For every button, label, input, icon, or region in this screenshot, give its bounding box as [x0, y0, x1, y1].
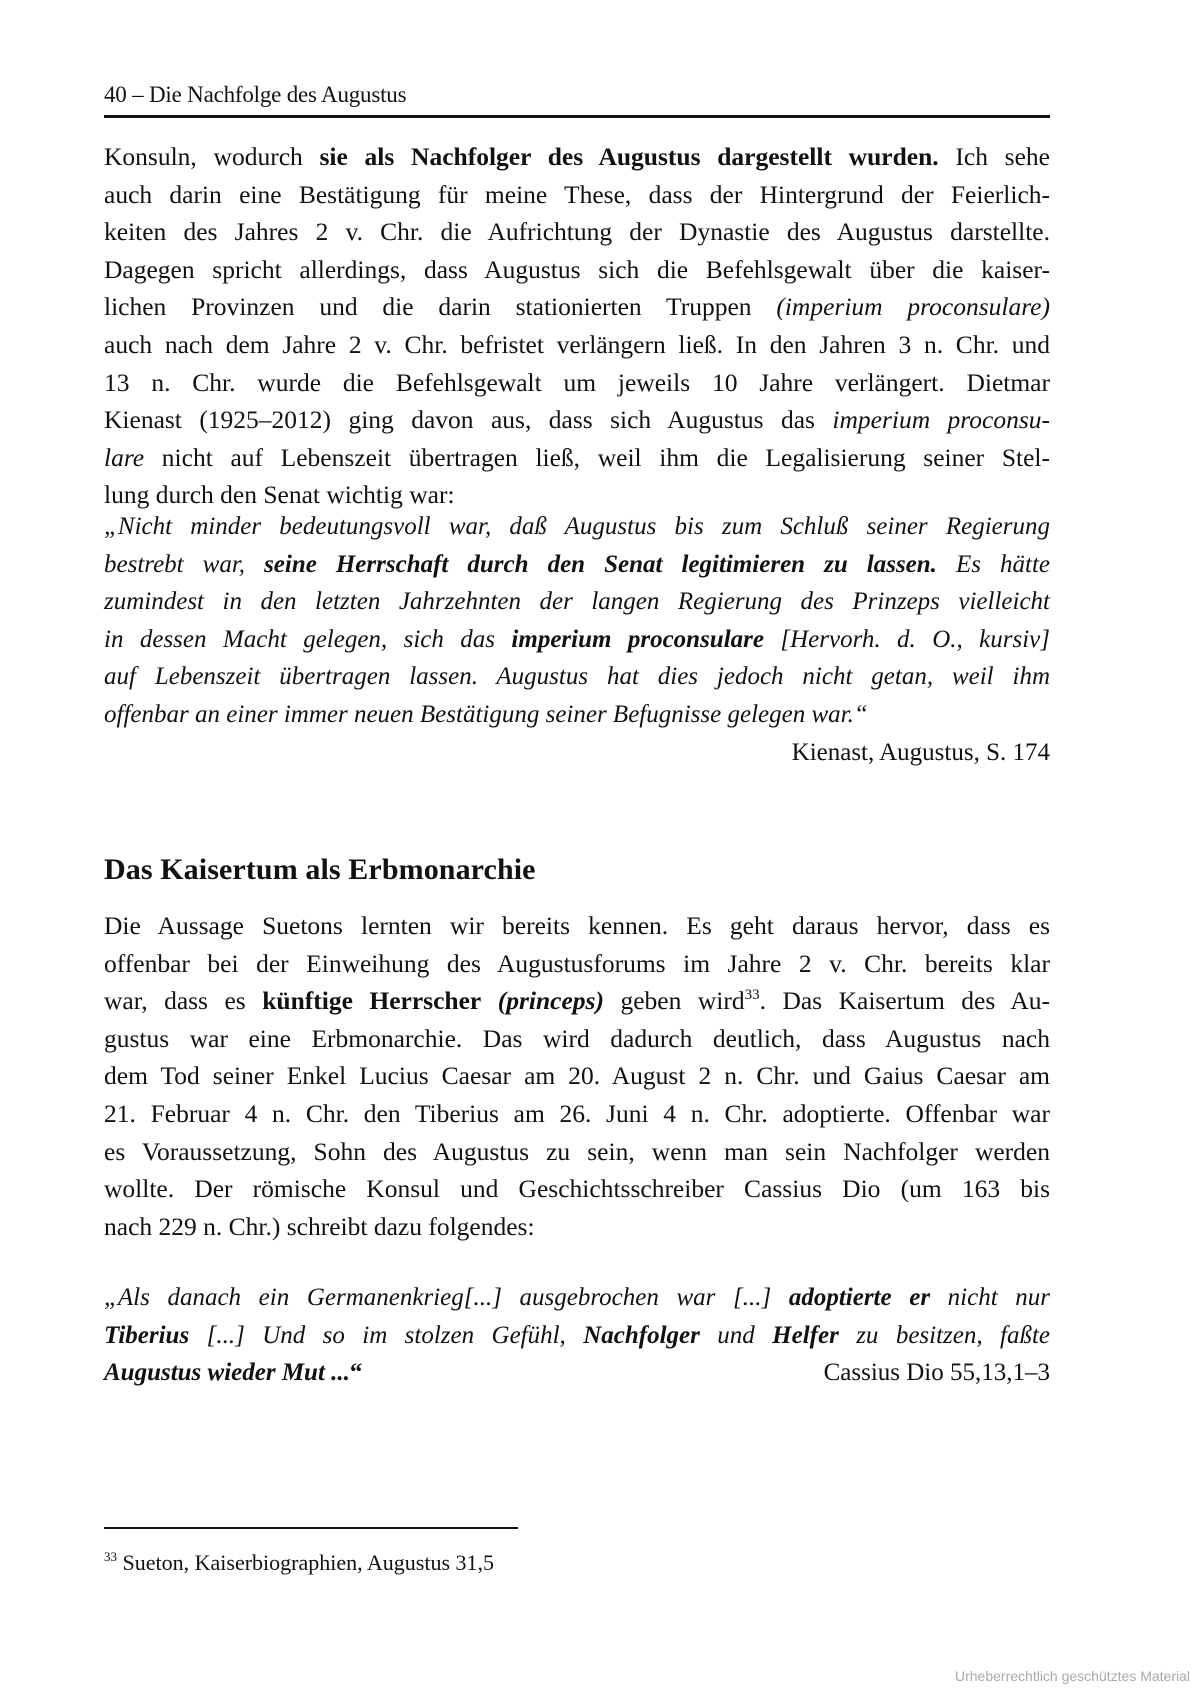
text-run: „Nicht minder bedeutungsvoll war, daß Augustus bis zum Schluß seiner Regierung	[104, 513, 1050, 540]
paragraph-1	[104, 138, 1050, 514]
text-run: (imperium proconsulare)	[776, 292, 1050, 322]
text-run: [Hervorh. d. O., kursiv]	[763, 625, 1050, 653]
quote-last-text	[104, 1354, 362, 1392]
text-run: und	[699, 1321, 773, 1349]
text-run: war, dass es	[104, 986, 263, 1016]
text-run	[481, 986, 498, 1015]
quote-kienast-body	[104, 508, 1050, 734]
text-line	[104, 1020, 1050, 1058]
text-run: auch nach dem Jahre 2 v. Chr. befristet verlängern ließ. In den Jahren 3 n. Chr. und	[104, 329, 1050, 359]
text-run: Augustus wieder Mut ...	[104, 1359, 350, 1387]
text-run: zu besitzen, faßte	[838, 1321, 1050, 1349]
text-line	[104, 907, 1050, 945]
text-run: 13 n. Chr. wurde die Befehlsgewalt um jeweils 10 Jahre verlängert. Dietmar	[104, 367, 1050, 397]
text-run: sie als Nachfolger des Augustus dargestellt wurden.	[319, 142, 939, 171]
text-run: imperium proconsulare	[511, 625, 764, 653]
text-line	[104, 508, 1050, 546]
text-run: (princeps)	[497, 986, 604, 1016]
text-run: keiten des Jahres 2 v. Chr. die Aufrichtung der Dynastie des Augustus darstellte.	[104, 217, 1050, 247]
text-run: Ich sehe	[938, 142, 1050, 171]
footnote-rule	[104, 1527, 518, 1529]
footnote-text: Sueton, Kaiserbiographien, Augustus 31,5	[122, 1550, 495, 1575]
text-run: 21. Februar 4 n. Chr. den Tiberius am 26. Juni 4 n. Chr. adoptierte. Offenbar war	[104, 1098, 1050, 1128]
text-run: Helfer	[772, 1321, 839, 1349]
quote-citation: Kienast, Augustus, S. 174	[791, 738, 1050, 766]
text-line	[104, 213, 1050, 251]
text-line	[104, 364, 1050, 402]
text-run: Nachfolger	[583, 1321, 700, 1349]
text-run: Tiberius	[104, 1321, 190, 1349]
text-run: geben wird	[603, 986, 745, 1016]
text-line	[104, 1095, 1050, 1133]
text-line	[104, 1279, 1050, 1317]
text-line	[104, 176, 1050, 214]
header-rule	[104, 115, 1050, 118]
text-run: wollte. Der römische Konsul und Geschichtsschreiber Cassius Dio (um 163 bis	[104, 1174, 1050, 1204]
text-run: Die Aussage Suetons lernten wir bereits kennen. Es geht daraus hervor, dass es	[104, 911, 1050, 940]
text-run: zumindest in den letzten Jahrzehnten der langen Regierung des Prinzeps vielleicht	[104, 588, 1050, 616]
text-line	[104, 583, 1050, 621]
block-quote-cassius-dio	[104, 1279, 1050, 1392]
text-line	[104, 1317, 1050, 1355]
text-run: lichen Provinzen und die darin stationierten Truppen	[104, 292, 777, 322]
text-run: offenbar bei der Einweihung des Augustusforums im Jahre 2 v. Chr. bereits klar	[104, 948, 1050, 978]
text-run: künftige Herrscher	[262, 986, 482, 1016]
text-line	[104, 945, 1050, 983]
text-run: seine Herrschaft durch den Senat legitimieren zu lassen.	[264, 550, 937, 578]
paragraph-2	[104, 907, 1050, 1245]
copyright-watermark: Urheberrechtlich geschütztes Material	[955, 1668, 1190, 1684]
text-line	[104, 1208, 1050, 1246]
text-line	[104, 621, 1050, 659]
text-line	[104, 251, 1050, 289]
running-head: 40 – Die Nachfolge des Augustus	[104, 82, 407, 107]
footnote-33	[104, 1550, 494, 1576]
text-line	[104, 696, 1050, 734]
text-run: “	[349, 1359, 363, 1387]
text-run: imperium proconsu-	[832, 405, 1050, 435]
footnote-ref: 33	[744, 987, 760, 1004]
footnote-number: 33	[104, 1549, 117, 1564]
text-run: Es hätte	[936, 550, 1050, 578]
text-run: nicht nur	[930, 1284, 1050, 1311]
text-line	[104, 439, 1050, 477]
text-run: in dessen Macht gelegen, sich das	[104, 625, 512, 653]
text-line	[104, 138, 1050, 176]
text-line	[104, 1133, 1050, 1171]
text-line	[104, 288, 1050, 326]
text-run: bestrebt war,	[104, 550, 265, 578]
text-run: auch darin eine Bestätigung für meine These, dass der Hintergrund der Feierlich-	[104, 179, 1050, 209]
text-run: offenbar an einer immer neuen Bestätigung seiner Befugnisse gelegen war.“	[104, 700, 868, 728]
quote-cassius-dio-body	[104, 1279, 1050, 1354]
text-run: „Als danach ein Germanenkrieg[...] ausgebrochen war [...]	[104, 1284, 789, 1311]
block-quote-kienast	[104, 508, 1050, 771]
text-run: Kienast (1925–2012) ging davon aus, dass sich Augustus das	[104, 405, 833, 435]
quote-last-line	[104, 1354, 1050, 1392]
text-line	[104, 658, 1050, 696]
text-run: Dagegen spricht allerdings, dass Augustus sich die Befehlsgewalt über die kaiser-	[104, 254, 1050, 284]
text-line	[104, 326, 1050, 364]
text-run: Konsuln, wodurch	[104, 142, 320, 171]
text-run: auf Lebenszeit übertragen lassen. Augustus hat dies jedoch nicht getan, weil ihm	[104, 663, 1050, 691]
text-line	[104, 546, 1050, 584]
text-run: gustus war eine Erbmonarchie. Das wird dadurch deutlich, dass Augustus nach	[104, 1023, 1050, 1053]
text-line	[104, 982, 1050, 1020]
text-line	[104, 1057, 1050, 1095]
text-run: lung durch den Senat wichtig war:	[104, 480, 455, 510]
text-run: adoptierte er	[788, 1284, 931, 1311]
text-line	[104, 401, 1050, 439]
text-run: . Das Kaisertum des Au-	[759, 986, 1051, 1016]
text-line	[104, 1170, 1050, 1208]
section-heading: Das Kaisertum als Erbmonarchie	[104, 853, 536, 886]
text-run: es Voraussetzung, Sohn des Augustus zu sein, wenn man sein Nachfolger werden	[104, 1136, 1050, 1166]
text-run: lare	[104, 442, 145, 472]
quote-citation: Cassius Dio 55,13,1–3	[823, 1359, 1050, 1387]
text-run: dem Tod seiner Enkel Lucius Caesar am 20. August 2 n. Chr. und Gaius Caesar am	[104, 1061, 1050, 1091]
text-run: nach 229 n. Chr.) schreibt dazu folgendes:	[104, 1211, 535, 1241]
text-run: nicht auf Lebenszeit übertragen ließ, weil ihm die Legalisierung seiner Stel-	[144, 442, 1050, 472]
text-run: [...] Und so im stolzen Gefühl,	[189, 1321, 584, 1349]
